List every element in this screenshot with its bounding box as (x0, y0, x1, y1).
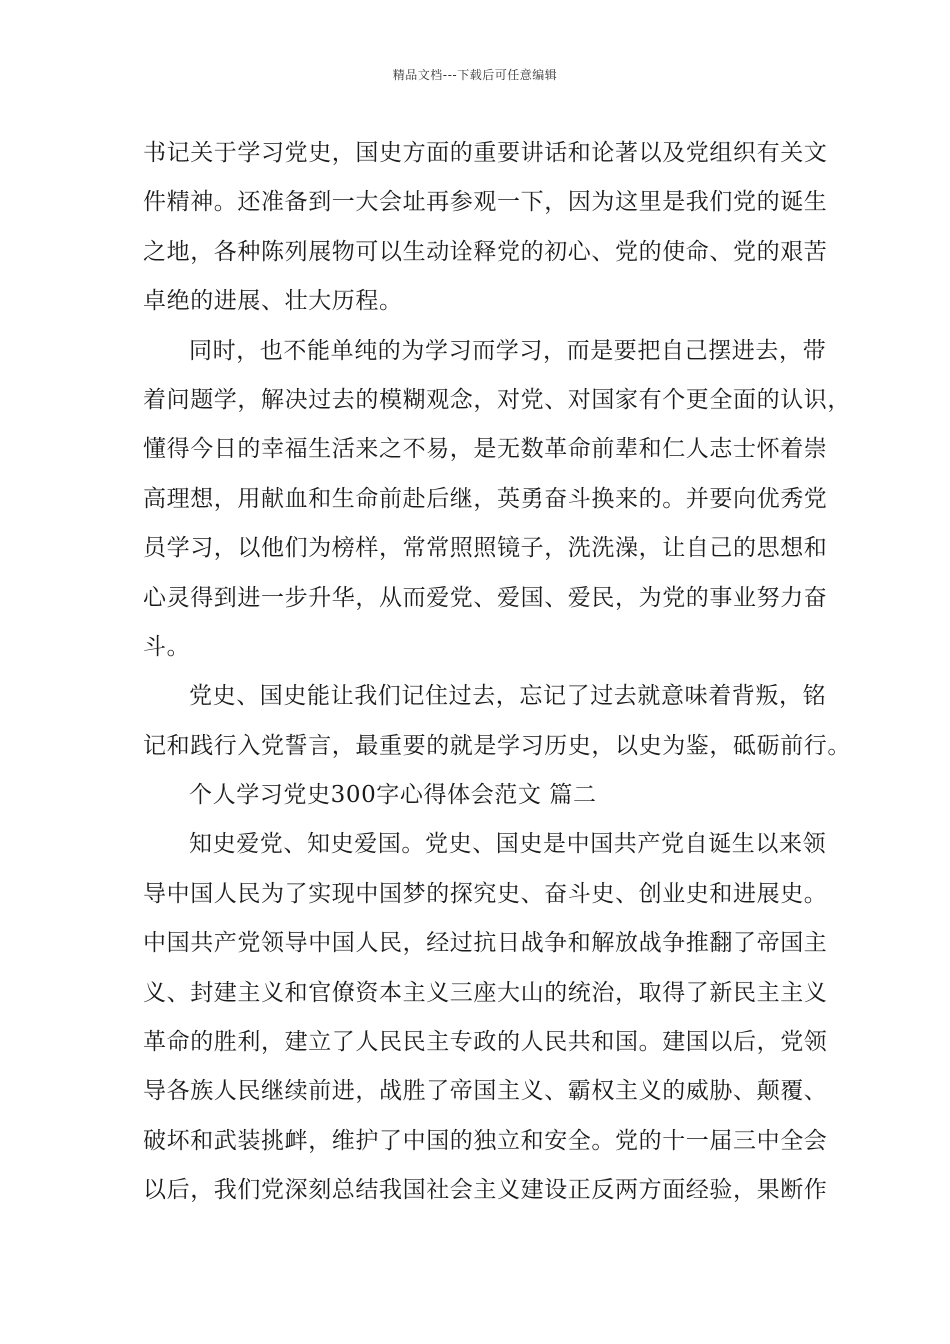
text-line: 导中国人民为了实现中国梦的探究史、奋斗史、创业史和进展史。 (143, 880, 828, 907)
text-line: 之地，各种陈列展物可以生动诠释党的初心、党的使命、党的艰苦 (143, 238, 828, 265)
text-line: 书记关于学习党史，国史方面的重要讲话和论著以及党组织有关文 (143, 140, 828, 166)
text-line: 以后，我们党深刻总结我国社会主义建设正反两方面经验，果断作 (143, 1177, 828, 1204)
text-line: 员学习，以他们为榜样，常常照照镜子，洗洗澡，让自己的思想和 (143, 535, 828, 562)
page-header: 精品文档---下载后可任意编辑 (392, 68, 558, 82)
text-line: 卓绝的进展、壮大历程。 (143, 288, 403, 315)
text-line: 记和践行入党誓言，最重要的就是学习历史，以史为鉴，砥砺前行。 (143, 732, 851, 759)
text-line: 着问题学，解决过去的模糊观念，对党、对国家有个更全面的认识， (143, 386, 851, 413)
text-line: 高理想，用献血和生命前赴后继，英勇奋斗换来的。并要向优秀党 (143, 485, 828, 512)
document-body (143, 129, 851, 1216)
text-line: 破坏和武装挑衅，维护了中国的独立和安全。党的十一届三中全会 (143, 1127, 828, 1154)
text-line: 知史爱党、知史爱国。党史、国史是中国共产党自诞生以来领 (189, 831, 827, 858)
text-line: 党史、国史能让我们记住过去，忘记了过去就意味着背叛，铭 (189, 683, 827, 710)
text-line: 懂得今日的幸福生活来之不易，是无数革命前辈和仁人志士怀着崇 (143, 436, 828, 463)
text-line: 革命的胜利，建立了人民民主专政的人民共和国。建国以后，党领 (143, 1029, 828, 1056)
text-line: 义、封建主义和官僚资本主义三座大山的统治，取得了新民主主义 (143, 979, 828, 1006)
text-line: 心灵得到进一步升华，从而爱党、爱国、爱民，为党的事业努力奋 (143, 584, 828, 611)
text-line: 导各族人民继续前进，战胜了帝国主义、霸权主义的威胁、颠覆、 (143, 1078, 828, 1105)
text-line: 件精神。还准备到一大会址再参观一下，因为这里是我们党的诞生 (143, 189, 828, 216)
text-line: 斗。 (143, 633, 191, 660)
text-line: 同时，也不能单纯的为学习而学习，而是要把自己摆进去，带 (189, 337, 827, 364)
text-line: 中国共产党领导中国人民，经过抗日战争和解放战争推翻了帝国主 (143, 930, 828, 957)
text-line: 个人学习党史300字心得体会范文 篇二 (189, 782, 597, 809)
